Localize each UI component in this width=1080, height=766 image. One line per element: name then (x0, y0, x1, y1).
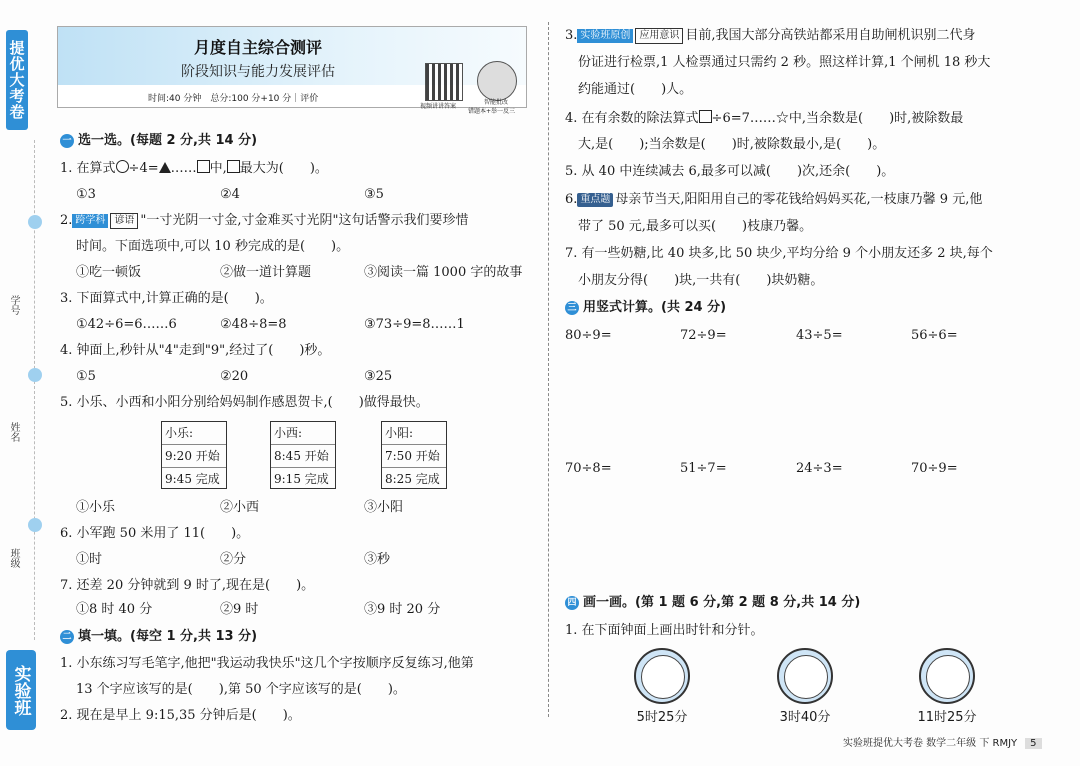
application-tag: 应用意识 (635, 28, 683, 44)
calc-problem: 70÷8= (565, 461, 612, 476)
question-7: 7. 还差 20 分钟就到 9 时了,现在是( )。 (60, 578, 315, 593)
fill-question-3 (565, 28, 976, 44)
proverb-tag: 谚语 (110, 213, 138, 229)
option[interactable]: ②48÷8=8 (220, 317, 287, 332)
option[interactable]: ②4 (220, 187, 240, 202)
clock-label: 3时40分 (779, 710, 831, 725)
square-shape-icon (227, 160, 240, 173)
option[interactable]: ①吃一顿饭 (76, 265, 142, 280)
brand-logo: 实验班 (6, 650, 36, 730)
page-number: 5 (1025, 738, 1041, 749)
card-end: 9:15 完成 (274, 472, 329, 486)
calc-problem: 24÷3= (796, 461, 843, 476)
q-text: 中, (209, 161, 227, 176)
option[interactable]: ①8 时 40 分 (76, 602, 153, 617)
option[interactable]: ①5 (76, 369, 96, 384)
option[interactable]: ③9 时 20 分 (364, 602, 441, 617)
q-text: 1. 在算式 (60, 161, 116, 176)
option[interactable]: ①3 (76, 187, 96, 202)
card-start: 9:20 开始 (162, 445, 226, 468)
question-3: 3. 下面算式中,计算正确的是( )。 (60, 291, 273, 306)
key-question-tag: 重点题 (577, 193, 613, 207)
name-label: 姓名 (8, 422, 19, 442)
question-2-line2: 时间。下面选项中,可以 10 秒完成的是( )。 (76, 239, 350, 254)
q-text: 母亲节当天,阳阳用自己的零花钱给妈妈买花,一枝康乃馨 9 元,他 (615, 192, 983, 207)
q-text: 4. 在有余数的除法算式 (565, 111, 699, 126)
card-start: 7:50 开始 (382, 445, 446, 468)
option[interactable]: ③73÷9=8……1 (364, 317, 465, 332)
section-1-title (60, 133, 257, 149)
q-number: 6. (565, 192, 578, 207)
square-shape-icon (699, 110, 712, 123)
section-3-title (565, 300, 726, 316)
card-start: 8:45 开始 (271, 445, 335, 468)
section-title-text: 填一填。(每空 1 分,共 13 分) (78, 629, 258, 644)
clock-face-icon[interactable] (919, 648, 975, 704)
option[interactable]: ②小西 (220, 500, 260, 515)
original-tag: 实验班原创 (577, 29, 633, 43)
option[interactable]: ③5 (364, 187, 384, 202)
clock-face-icon[interactable] (634, 648, 690, 704)
fill-question-4-line2: 大,是( );当余数是( )时,被除数最小,是( )。 (578, 137, 886, 152)
fill-question-4 (565, 110, 963, 127)
binding-hole (28, 518, 42, 532)
option[interactable]: ②20 (220, 369, 249, 384)
calc-problem: 80÷9= (565, 328, 612, 343)
q-text: 最大为( )。 (239, 161, 328, 176)
section-number: 四 (565, 596, 579, 610)
question-1 (60, 160, 328, 177)
section-title-text: 画一画。(第 1 题 6 分,第 2 题 8 分,共 14 分) (583, 595, 861, 610)
section-4-title (565, 595, 860, 611)
option[interactable]: ②9 时 (220, 602, 259, 617)
section-number: 二 (60, 630, 74, 644)
triangle-shape-icon (159, 162, 171, 173)
option[interactable]: ③小阳 (364, 500, 404, 515)
grading-caption-2: 错题本+举一反三 (468, 108, 516, 115)
binding-strip (0, 0, 50, 766)
option[interactable]: ③秒 (364, 552, 391, 567)
option[interactable]: ②分 (220, 552, 247, 567)
question-6: 6. 小军跑 50 米用了 11( )。 (60, 526, 250, 541)
section-number: 一 (60, 134, 74, 148)
fill-question-6 (565, 192, 982, 208)
card-name: 小乐: (162, 422, 226, 445)
section-number: 三 (565, 301, 579, 315)
q-number: 2. (60, 213, 73, 228)
exam-title: 月度自主综合测评 (193, 38, 322, 57)
card-end: 8:25 完成 (385, 472, 440, 486)
page-divider (548, 22, 549, 717)
option[interactable]: ③阅读一篇 1000 字的故事 (364, 265, 523, 280)
clock-label: 5时25分 (636, 710, 688, 725)
fill-question-3-line2: 份证进行检票,1 人检票通过只需约 2 秒。照这样计算,1 个闸机 18 秒大 (578, 55, 991, 70)
calc-problem: 70÷9= (911, 461, 958, 476)
fill-question-5: 5. 从 40 中连续减去 6,最多可以减( )次,还余( )。 (565, 164, 895, 179)
footer-text: 实验班提优大考卷 数学二年级 下 RMJY (843, 738, 1018, 749)
option[interactable]: ②做一道计算题 (220, 265, 312, 280)
q-number: 3. (565, 28, 578, 43)
student-id-label: 学号 (8, 295, 19, 315)
question-2 (60, 213, 469, 229)
qr-code-icon[interactable] (425, 63, 463, 101)
q-text: ÷4= (128, 161, 159, 176)
draw-question-1: 1. 在下面钟面上画出时针和分针。 (565, 623, 764, 638)
card-end: 9:45 完成 (165, 472, 220, 486)
calc-problem: 51÷7= (680, 461, 727, 476)
calc-problem: 43÷5= (796, 328, 843, 343)
page-footer (843, 734, 1042, 749)
fill-question-6-line2: 带了 50 元,最多可以买( )枝康乃馨。 (578, 219, 813, 234)
binding-hole (28, 215, 42, 229)
fill-question-7-line2: 小朋友分得( )块,一共有( )块奶糖。 (578, 273, 824, 288)
fill-question-1: 1. 小东练习写毛笔字,他把"我运动我快乐"这几个字按顺序反复练习,他第 (60, 656, 474, 671)
option[interactable]: ③25 (364, 369, 393, 384)
fill-question-2: 2. 现在是早上 9:15,35 分钟后是( )。 (60, 708, 301, 723)
exam-header (57, 26, 527, 115)
clock-face-icon[interactable] (777, 648, 833, 704)
q-text: …… (170, 161, 197, 176)
option[interactable]: ①小乐 (76, 500, 116, 515)
fill-question-7: 7. 有一些奶糖,比 40 块多,比 50 块少,平均分给 9 个小朋友还多 2 块,每个 (565, 246, 993, 261)
greeting-card-time (161, 421, 227, 489)
class-label: 班级 (8, 548, 19, 568)
card-name: 小西: (271, 422, 335, 445)
clock-label: 11时25分 (917, 710, 977, 725)
section-2-title (60, 629, 257, 645)
calc-problem: 72÷9= (680, 328, 727, 343)
square-shape-icon (197, 160, 210, 173)
circle-shape-icon (116, 160, 129, 173)
question-5: 5. 小乐、小西和小阳分别给妈妈制作感恩贺卡,( )做得最快。 (60, 395, 429, 410)
section-title-text: 选一选。(每题 2 分,共 14 分) (78, 133, 258, 148)
option[interactable]: ①42÷6=6……6 (76, 317, 177, 332)
option[interactable]: ①时 (76, 552, 103, 567)
brand-label: 提优大考卷 (6, 30, 28, 130)
question-4: 4. 钟面上,秒针从"4"走到"9",经过了( )秒。 (60, 343, 331, 358)
section-title-text: 用竖式计算。(共 24 分) (583, 300, 727, 315)
exam-subtitle: 阶段知识与能力发展评估 (181, 64, 335, 80)
card-name: 小阳: (382, 422, 446, 445)
fill-question-3-line3: 约能通过( )人。 (578, 82, 693, 97)
exam-meta: 时间:40 分钟 总分:100 分+10 分｜评价 (148, 94, 319, 104)
calc-problem: 56÷6= (911, 328, 958, 343)
qr-caption: 视频讲讲答案 (420, 103, 457, 110)
q-text: ÷6=7……☆中,当余数是( )时,被除数最 (711, 111, 964, 126)
grading-caption: 智能批改 (484, 99, 509, 106)
smart-grading-icon[interactable] (477, 61, 517, 101)
fill-question-1-line2: 13 个字应该写的是( ),第 50 个字应该写的是( )。 (76, 682, 406, 697)
q-text: 目前,我国大部分高铁站都采用自助闸机识别二代身 (685, 28, 976, 43)
q-text: "一寸光阴一寸金,寸金难买寸光阴"这句话警示我们要珍惜 (140, 213, 469, 228)
greeting-card-time (270, 421, 336, 489)
greeting-card-time (381, 421, 447, 489)
cross-subject-tag: 跨学科 (72, 214, 108, 228)
binding-hole (28, 368, 42, 382)
